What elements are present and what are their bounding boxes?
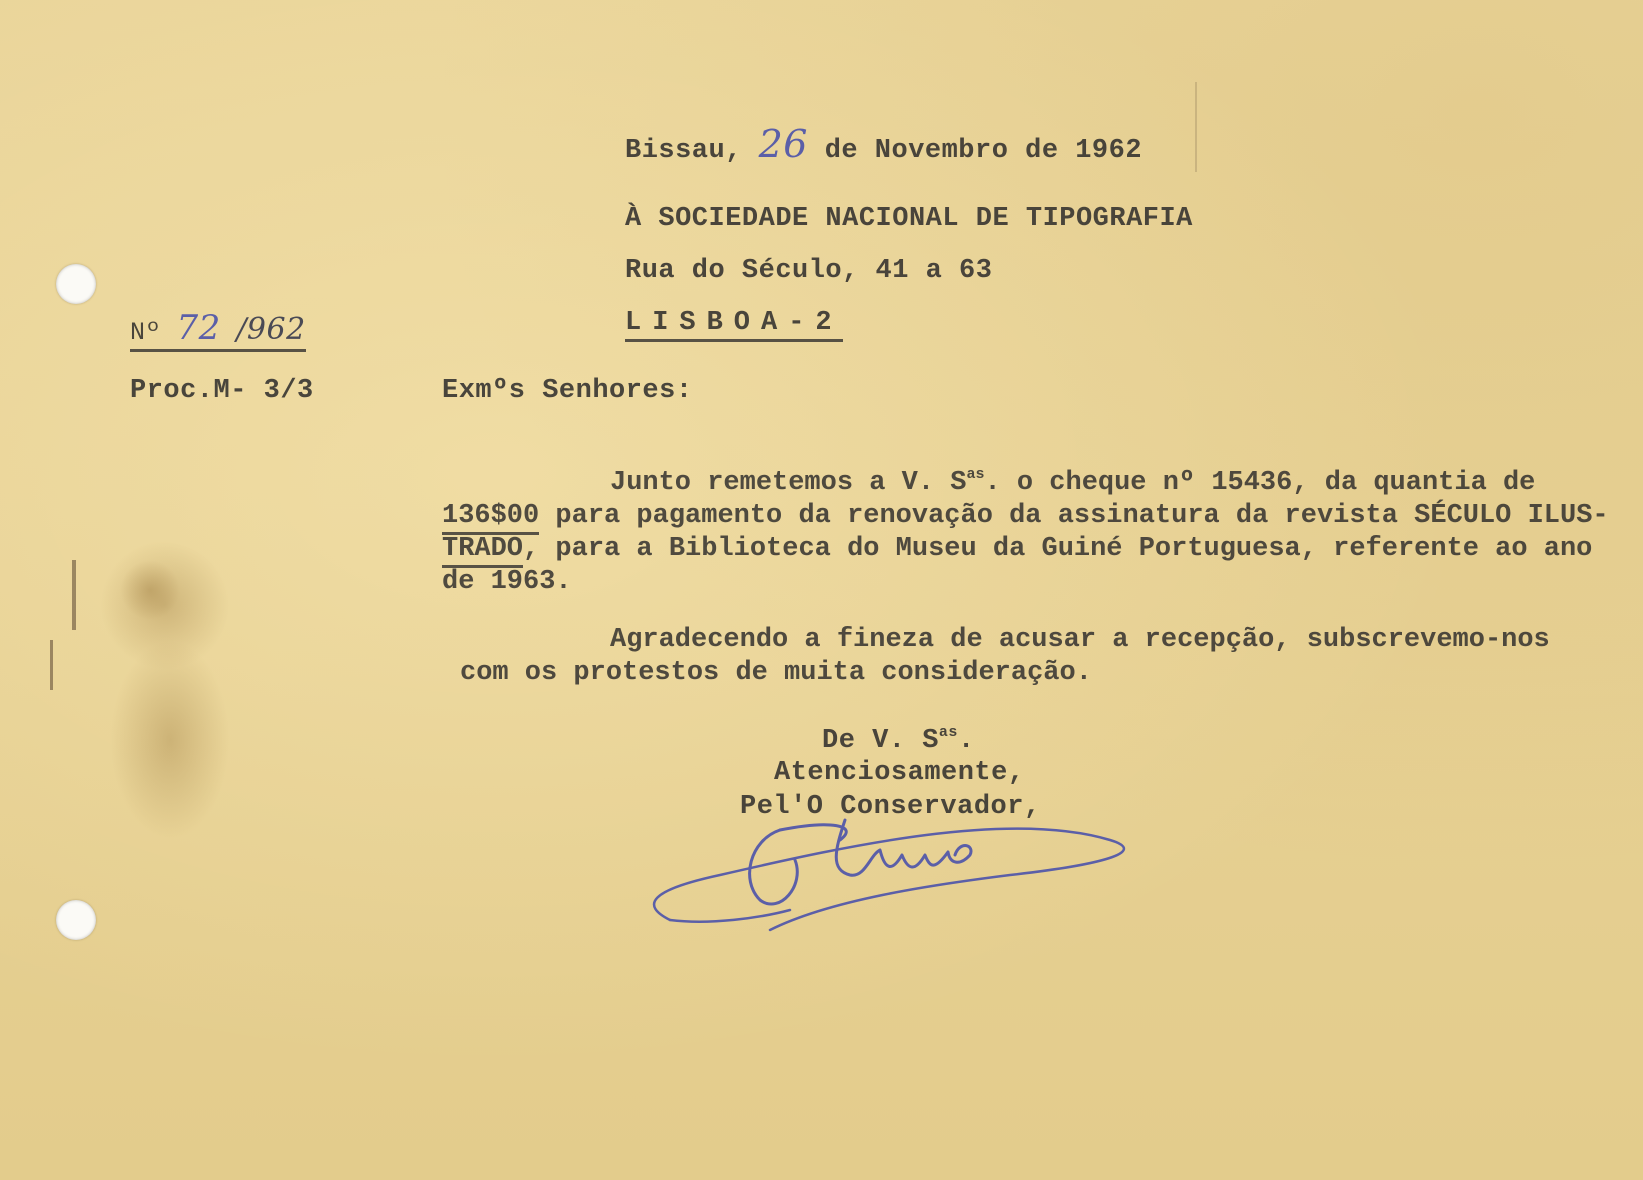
- margin-mark: [50, 640, 53, 690]
- closing-line-3: Pel'O Conservador,: [740, 792, 1041, 822]
- reference-number-prefix: Nº: [130, 318, 162, 347]
- punch-hole-top: [56, 264, 96, 304]
- handwritten-signature: [630, 800, 1150, 950]
- punch-hole-bottom: [56, 900, 96, 940]
- body-p2-line-1: Agradecendo a fineza de acusar a recepção, subscrevemo-nos: [610, 625, 1550, 655]
- recipient-line-1: À SOCIEDADE NACIONAL DE TIPOGRAFIA: [625, 204, 1193, 234]
- margin-mark: [72, 560, 76, 630]
- paper-stain: [120, 560, 180, 620]
- body-paragraph-1: [442, 458, 1609, 599]
- date-rest: de Novembro de 1962: [824, 136, 1143, 166]
- body-p1-line-3: TRADO, para a Biblioteca do Museu da Guiné Portuguesa, referente ao ano: [442, 533, 1609, 566]
- paper-stain: [110, 640, 230, 840]
- date-city: Bissau,: [625, 136, 742, 166]
- body-p2-line-2: com os protestos de muita consideração.: [460, 658, 1092, 688]
- recipient-line-3: LISBOA-2: [625, 308, 843, 342]
- body-paragraph-2: [460, 624, 1550, 690]
- reference-number-handwritten: 72: [176, 308, 221, 348]
- amount: 136$00: [442, 501, 539, 535]
- closing-line-2: Atenciosamente,: [774, 758, 1025, 788]
- body-p1-line-1: Junto remetemos a V. $S^{as}$. o cheque nº 15436, da quantia de: [610, 466, 1536, 498]
- body-p1-line-2: 136$00 para pagamento da renovação da assinatura da revista SÉCULO ILUS-: [442, 500, 1609, 533]
- closing-line-1: De V. $S^{as}$.: [822, 724, 975, 756]
- salutation: Exmºs Senhores:: [442, 376, 693, 406]
- date-day-handwritten: 26: [758, 122, 808, 166]
- process-reference: Proc.M- 3/3: [130, 376, 314, 406]
- reference-number-year: /962: [236, 312, 306, 347]
- crease-line: [1195, 82, 1197, 172]
- date-line: [625, 122, 1142, 166]
- recipient-line-2: Rua do Século, 41 a 63: [625, 256, 993, 286]
- reference-number: [130, 308, 306, 352]
- body-p1-line-4: de 1963.: [442, 567, 572, 597]
